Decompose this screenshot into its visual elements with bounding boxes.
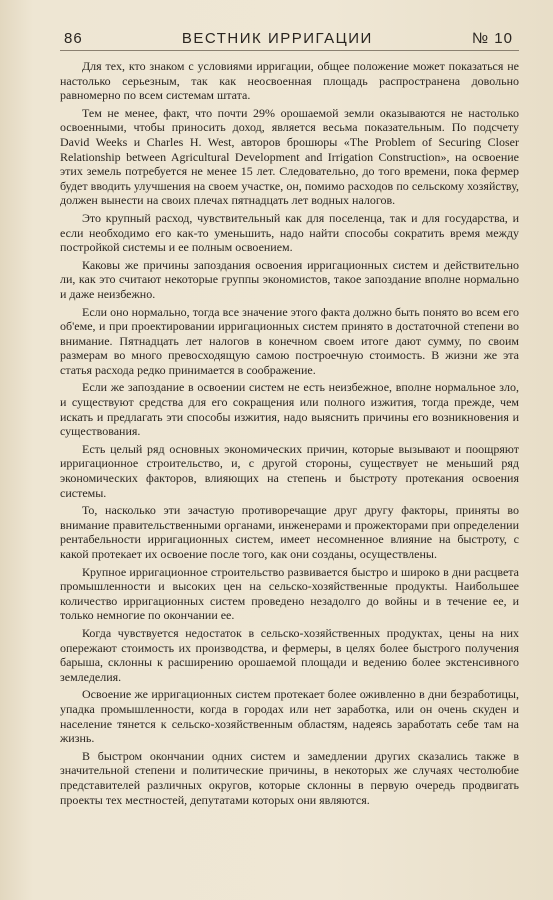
issue-number: № 10 (472, 30, 513, 47)
paragraph: Когда чувствуется недостаток в сельско-хозяйственных продуктах, цены на них опережают стоимость их производства, и фермеры, в целях более быстрого получения барыша, склонны к расширению орошаемой площади и ведению более экстенсивного земледелия. (60, 625, 519, 684)
paragraph: Тем не менее, факт, что почти 29% орошаемой земли оказываются не настолько освоенными, чтобы приносить доход, является весьма показательным. По подсчету David Weeks и Charles H. West, авторов брошюры «The Problem of Securing Closer Relationship between Agricultural Development and Irrigation Construction», на освоение этих земель потребуется не менее 15 лет. Следовательно, до того времени, пока фермер будет вводить улучшения на своем участке, он, помимо расходов по сельскому хозяйству, должен вынести на своих плечах пятнадцать лет водных налогов. (60, 105, 519, 208)
paragraph: В быстром окончании одних систем и замедлении других сказались также в значительной степени и политические причины, в некоторых же случаях честолюбие представителей различных округов, которые склонны в первую очередь продвигать проекты тех местностей, депутатами которых они являются. (60, 748, 519, 807)
paragraph: Каковы же причины запоздания освоения ирригационных систем и действительно ли, как это считают некоторые группы экономистов, такое запоздание вполне нормально и даже неизбежно. (60, 257, 519, 301)
paragraph: Крупное ирригационное строительство развивается быстро и широко в дни расцвета промышленности и высоких цен на сельско-хозяйственные продукты. Наибольшее количество ирригационных систем проведено незадолго до войны и в течение ее, и только немногие по окончании ее. (60, 564, 519, 623)
article-body (60, 59, 519, 807)
paragraph: Это крупный расход, чувствительный как для поселенца, так и для государства, и если необходимо его как-то уменьшить, надо найти способы сократить время между постройкой системы и ее полным освоением. (60, 210, 519, 255)
paragraph: Если же запоздание в освоении систем не есть неизбежное, вполне нормальное зло, и существуют средства для его сокращения или полного изжития, тогда прежде, чем искать и предлагать эти способы изжития, надо выяснить причины его возникновения и существования. (60, 380, 519, 439)
paragraph: Есть целый ряд основных экономических причин, которые вызывают и поощряют ирригационное строительство, и, с другой стороны, существует не меньший ряд экономических факторов, влияющих на степень и быстроту протекания освоения системы. (60, 441, 519, 500)
journal-title: ВЕСТНИК ИРРИГАЦИИ (181, 30, 373, 47)
paragraph: Освоение же ирригационных систем протекает более оживленно в дни безработицы, упадка промышленности, когда в городах или нет заработка, или он очень скуден и население тянется к сельско-хозяйственным областям, надеясь заработать себе там на жизнь. (60, 687, 519, 746)
paragraph: Для тех, кто знаком с условиями ирригации, общее положение может показаться не настолько серьезным, так как неосвоенная площадь распространена довольно равномерно по всем системам штата. (60, 59, 519, 103)
page-number: 86 (64, 30, 83, 47)
paragraph: То, насколько эти зачастую противоречащие друг другу факторы, приняты во внимание правительственными органами, инженерами и прожекторами при определении рентабельности ирригационных систем, имеет несомненное влияние на быстроту, с какой протекает их освоение после того, как они созданы, осуществлены. (60, 503, 519, 561)
paragraph: Если оно нормально, тогда все значение этого факта должно быть понято во всем его об'еме, и при проектировании ирригационных систем принято в достаточной степени во внимание. Пятнадцать лет налогов в конечном своем итоге дают сумму, по своим размерам во много превосходящую самою построечную стоимость. В жизни же эта статья расхода редко принимается в соображение. (60, 304, 519, 377)
page-header (60, 30, 519, 51)
